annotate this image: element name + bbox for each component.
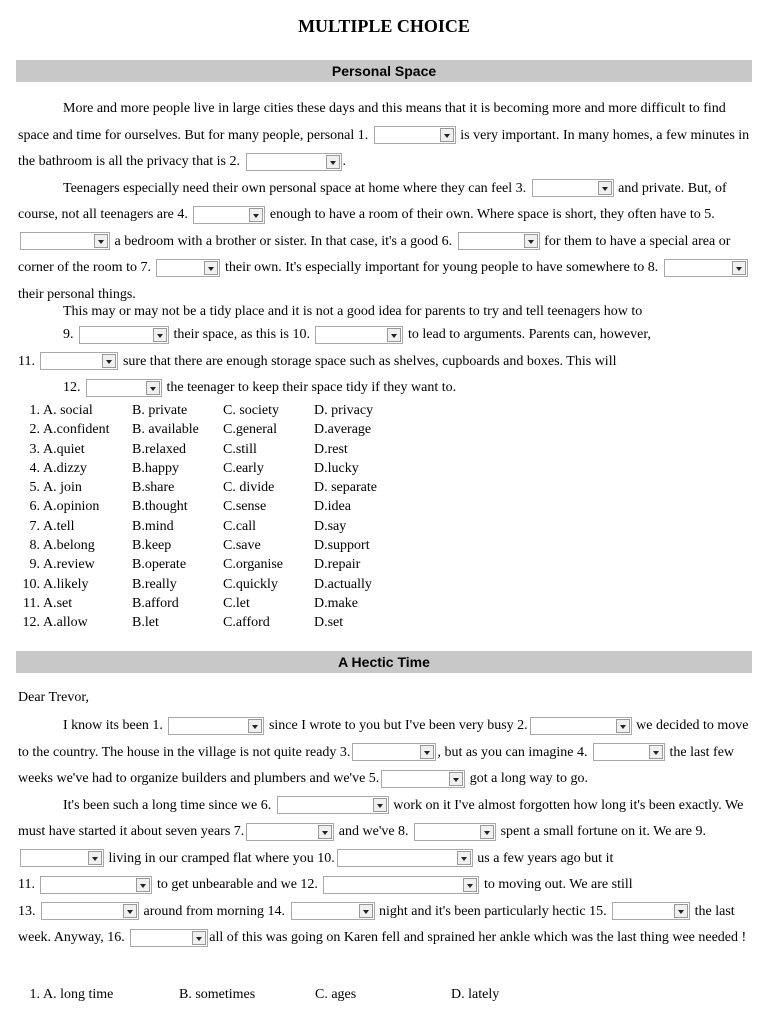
option-row bbox=[18, 478, 718, 497]
option-a: A.likely bbox=[43, 576, 89, 592]
answer-dropdown-h16[interactable] bbox=[130, 929, 208, 947]
answer-dropdown-7[interactable] bbox=[156, 259, 220, 277]
option-row bbox=[18, 985, 718, 1004]
chevron-down-icon bbox=[123, 904, 137, 918]
answer-dropdown-5[interactable] bbox=[20, 232, 110, 250]
option-b: B.happy bbox=[132, 460, 180, 476]
option-number: 8. bbox=[29, 538, 40, 554]
passage-text: , but as you can imagine 4. bbox=[437, 744, 588, 760]
chevron-down-icon bbox=[318, 825, 332, 839]
passage-hectic-time bbox=[18, 713, 752, 952]
answer-dropdown-3[interactable] bbox=[532, 179, 614, 197]
chevron-down-icon bbox=[732, 261, 746, 275]
chevron-down-icon bbox=[359, 904, 373, 918]
answer-dropdown-10[interactable] bbox=[315, 326, 403, 344]
passage-text: and we've 8. bbox=[338, 824, 409, 839]
option-number: 5. bbox=[29, 480, 40, 496]
passage-text: Teenagers especially need their own personal space at home where they can feel 3. bbox=[63, 180, 527, 196]
option-b: B.let bbox=[132, 615, 159, 631]
passage-text: work on it I've almost forgotten how long it's been exactly. We must have started it about seven years 7. bbox=[18, 797, 744, 839]
option-c: C.let bbox=[223, 595, 250, 611]
option-c: C.quickly bbox=[223, 576, 278, 592]
option-b: B. sometimes bbox=[179, 987, 256, 1002]
option-row bbox=[18, 555, 718, 574]
option-b: B.operate bbox=[132, 557, 187, 573]
option-c: C.still bbox=[223, 441, 257, 457]
answer-dropdown-h1[interactable] bbox=[168, 717, 264, 735]
passage-text: their own. It's especially important for young people to have somewhere to 8. bbox=[224, 260, 659, 275]
passage-text: This may or may not be a tidy place and it is not a good idea for parents to try and tell teenagers how to bbox=[63, 304, 643, 319]
answer-dropdown-8[interactable] bbox=[664, 259, 748, 277]
option-b: B. available bbox=[132, 422, 199, 438]
option-c: C.organise bbox=[223, 557, 284, 573]
option-number: 7. bbox=[29, 518, 40, 534]
passage-text: around from morning 14. bbox=[143, 903, 286, 919]
option-number: 4. bbox=[29, 460, 40, 476]
chevron-down-icon bbox=[463, 878, 477, 892]
passage-text: all of this was going on Karen fell and sprained her ankle which was the last thing wee needed ! bbox=[209, 930, 747, 945]
answer-dropdown-h3[interactable] bbox=[352, 743, 436, 761]
answer-dropdown-h15[interactable] bbox=[612, 902, 690, 920]
answer-dropdown-h8[interactable] bbox=[414, 823, 496, 841]
option-d: D.lucky bbox=[314, 460, 359, 476]
passage-text: and private. But, of course, not all teenagers are 4. bbox=[18, 180, 727, 222]
option-a: A.allow bbox=[43, 615, 88, 631]
option-d: D.say bbox=[314, 518, 347, 534]
option-row bbox=[18, 401, 718, 420]
chevron-down-icon bbox=[373, 798, 387, 812]
answer-dropdown-6[interactable] bbox=[458, 232, 540, 250]
option-a: A.belong bbox=[43, 538, 95, 554]
option-number: 11. bbox=[23, 595, 40, 611]
question-number: 13. bbox=[18, 903, 36, 919]
option-a: A. social bbox=[43, 403, 93, 418]
option-b: B.keep bbox=[132, 538, 172, 554]
option-d: D.repair bbox=[314, 557, 361, 573]
option-a: A.set bbox=[43, 595, 73, 611]
passage-text: since I wrote to you but I've been very busy 2. bbox=[268, 718, 528, 733]
chevron-down-icon bbox=[146, 381, 160, 395]
passage-personal-space bbox=[18, 96, 752, 308]
passage-text: enough to have a room of their own. Where space is short, they often have to 5. bbox=[269, 207, 715, 222]
options-list-personal-space bbox=[18, 401, 718, 633]
chevron-down-icon bbox=[674, 904, 688, 918]
option-number: 6. bbox=[29, 499, 40, 515]
option-number: 1. bbox=[29, 403, 40, 418]
option-d: D. privacy bbox=[314, 403, 374, 418]
passage-text: us a few years ago but it bbox=[477, 850, 614, 866]
option-b: B.relaxed bbox=[132, 441, 187, 457]
passage-text: is very important. In many homes, a few minutes in the bathroom is all the privacy that is 2. bbox=[18, 127, 750, 169]
option-d: D.set bbox=[314, 615, 344, 631]
chevron-down-icon bbox=[136, 878, 150, 892]
passage-text: sure that there are enough storage space such as shelves, cupboards and boxes. This will bbox=[122, 353, 617, 369]
passage-text: More and more people live in large cities these days and this means that it is becoming more and more difficult to find space and time for ourselves. But for many people, personal 1. bbox=[18, 101, 726, 143]
question-number: 11. bbox=[18, 353, 35, 369]
chevron-down-icon bbox=[153, 328, 167, 342]
answer-dropdown-h14[interactable] bbox=[291, 902, 375, 920]
answer-dropdown-4[interactable] bbox=[193, 206, 265, 224]
chevron-down-icon bbox=[204, 261, 218, 275]
passage-text: living in our cramped flat where you 10. bbox=[108, 850, 335, 866]
passage-text: . bbox=[342, 154, 347, 169]
answer-dropdown-h4[interactable] bbox=[593, 743, 665, 761]
option-c: C.sense bbox=[223, 499, 267, 515]
passage-text: I know its been 1. bbox=[63, 718, 163, 733]
greeting: Dear Trevor, bbox=[18, 690, 89, 705]
passage-text: the last few weeks we've had to organize builders and plumbers and we've 5. bbox=[18, 744, 735, 786]
option-a: A. long time bbox=[43, 987, 114, 1002]
chevron-down-icon bbox=[616, 719, 630, 733]
option-d: D.support bbox=[314, 538, 370, 554]
passage-text: night and it's been particularly hectic 15. bbox=[379, 903, 607, 919]
question-number: 9. bbox=[63, 327, 74, 342]
chevron-down-icon bbox=[524, 234, 538, 248]
option-c: C.general bbox=[223, 422, 278, 438]
option-row bbox=[18, 613, 718, 632]
chevron-down-icon bbox=[457, 851, 471, 865]
answer-dropdown-9[interactable] bbox=[79, 326, 169, 344]
option-d: D.average bbox=[314, 422, 372, 438]
option-c: C.early bbox=[223, 460, 264, 476]
option-b: B. private bbox=[132, 403, 188, 418]
option-row bbox=[18, 594, 718, 613]
option-a: A.review bbox=[43, 557, 95, 573]
option-b: B.thought bbox=[132, 499, 188, 515]
passage-text: the teenager to keep their space tidy if they want to. bbox=[166, 380, 457, 395]
option-number: 2. bbox=[29, 422, 40, 438]
chevron-down-icon bbox=[94, 234, 108, 248]
answer-dropdown-h2[interactable] bbox=[530, 717, 632, 735]
option-a: A.quiet bbox=[43, 441, 85, 457]
answer-dropdown-h9[interactable] bbox=[20, 849, 104, 867]
passage-personal-space-2 bbox=[18, 302, 752, 402]
option-row bbox=[18, 440, 718, 459]
option-row bbox=[18, 459, 718, 478]
passage-text: to lead to arguments. Parents can, however, bbox=[407, 327, 651, 342]
chevron-down-icon bbox=[192, 931, 206, 945]
answer-dropdown-h5[interactable] bbox=[381, 770, 465, 788]
passage-text: spent a small fortune on it. We are 9. bbox=[500, 824, 707, 839]
chevron-down-icon bbox=[387, 328, 401, 342]
option-c: C.afford bbox=[223, 615, 270, 631]
answer-dropdown-h6[interactable] bbox=[277, 796, 389, 814]
question-number: 11. bbox=[18, 877, 35, 892]
answer-dropdown-h7[interactable] bbox=[246, 823, 334, 841]
passage-text: the last week. Anyway, 16. bbox=[18, 903, 735, 945]
option-d: D.rest bbox=[314, 441, 348, 457]
answer-dropdown-h12[interactable] bbox=[323, 876, 479, 894]
chevron-down-icon bbox=[88, 851, 102, 865]
answer-dropdown-h11[interactable] bbox=[40, 876, 152, 894]
option-row bbox=[18, 497, 718, 516]
answer-dropdown-2[interactable] bbox=[246, 153, 342, 171]
chevron-down-icon bbox=[449, 772, 463, 786]
answer-dropdown-1[interactable] bbox=[374, 126, 456, 144]
chevron-down-icon bbox=[248, 719, 262, 733]
option-number: 10. bbox=[22, 576, 40, 592]
question-number: 12. bbox=[63, 380, 81, 395]
page-title: MULTIPLE CHOICE bbox=[298, 16, 470, 36]
option-d: D.idea bbox=[314, 499, 351, 515]
passage-text: we decided to move to the country. The house in the village is not quite ready 3. bbox=[18, 718, 749, 760]
answer-dropdown-11[interactable] bbox=[40, 352, 118, 370]
chevron-down-icon bbox=[480, 825, 494, 839]
chevron-down-icon bbox=[102, 354, 116, 368]
chevron-down-icon bbox=[649, 745, 663, 759]
option-c: C. divide bbox=[223, 480, 275, 496]
option-a: A.confident bbox=[43, 422, 110, 438]
option-d: D.actually bbox=[314, 576, 372, 592]
option-a: A.tell bbox=[43, 518, 75, 534]
option-number: 9. bbox=[29, 557, 40, 573]
option-row bbox=[18, 517, 718, 536]
option-number: 12. bbox=[22, 615, 40, 631]
option-row bbox=[18, 536, 718, 555]
chevron-down-icon bbox=[249, 208, 263, 222]
option-b: B.afford bbox=[132, 595, 179, 611]
option-row bbox=[18, 420, 718, 439]
option-c: C. society bbox=[223, 403, 279, 418]
chevron-down-icon bbox=[598, 181, 612, 195]
passage-text: It's been such a long time since we 6. bbox=[63, 797, 272, 813]
option-d: D.make bbox=[314, 595, 358, 611]
option-number: 3. bbox=[29, 441, 40, 457]
option-d: D. lately bbox=[451, 987, 500, 1002]
answer-dropdown-h10[interactable] bbox=[337, 849, 473, 867]
option-a: A. join bbox=[43, 480, 82, 496]
chevron-down-icon bbox=[420, 745, 434, 759]
option-c: C.call bbox=[223, 518, 257, 534]
answer-dropdown-h13[interactable] bbox=[41, 902, 139, 920]
option-b: B.share bbox=[132, 480, 175, 496]
option-row bbox=[18, 575, 718, 594]
section-heading-personal-space: Personal Space bbox=[16, 60, 752, 82]
option-b: B.mind bbox=[132, 518, 174, 534]
passage-text: a bedroom with a brother or sister. In that case, it's a good 6. bbox=[114, 233, 453, 249]
options-list-hectic-time bbox=[18, 985, 718, 1004]
passage-text: their space, as this is 10. bbox=[173, 327, 310, 342]
option-d: D. separate bbox=[314, 480, 377, 496]
passage-text: got a long way to go. bbox=[469, 771, 589, 786]
option-c: C.save bbox=[223, 538, 261, 554]
option-a: A.opinion bbox=[43, 499, 100, 515]
option-c: C. ages bbox=[315, 987, 357, 1002]
passage-text: for them to have a special area or corner of the room to 7. bbox=[18, 233, 731, 275]
passage-text: to get unbearable and we 12. bbox=[156, 877, 318, 892]
answer-dropdown-12[interactable] bbox=[86, 379, 162, 397]
option-a: A.dizzy bbox=[43, 460, 87, 476]
option-number: 1. bbox=[29, 987, 40, 1002]
passage-text: their personal things. bbox=[18, 286, 136, 302]
chevron-down-icon bbox=[326, 155, 340, 169]
chevron-down-icon bbox=[440, 128, 454, 142]
passage-text: to moving out. We are still bbox=[483, 877, 633, 892]
section-heading-hectic-time: A Hectic Time bbox=[16, 651, 752, 673]
option-b: B.really bbox=[132, 576, 177, 592]
